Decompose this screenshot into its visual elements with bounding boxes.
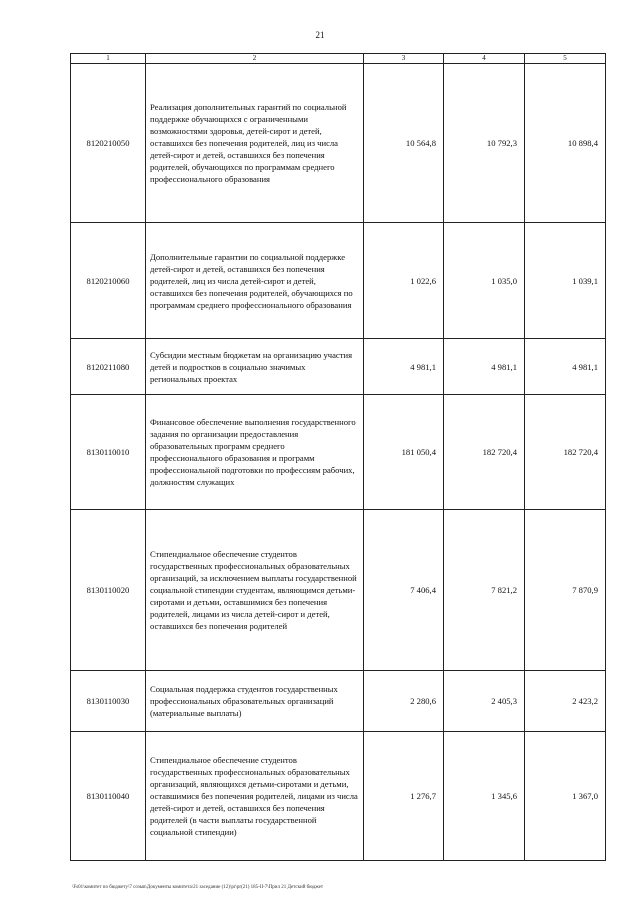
table-row bbox=[71, 671, 606, 732]
row-value-col5: 182 720,4 bbox=[525, 395, 606, 510]
table-row bbox=[71, 223, 606, 339]
row-value-col3: 10 564,8 bbox=[364, 64, 444, 223]
column-header-3: 3 bbox=[364, 54, 444, 64]
row-value-col3: 1 276,7 bbox=[364, 732, 444, 861]
row-code: 8130110040 bbox=[71, 732, 146, 861]
table-row bbox=[71, 339, 606, 395]
row-value-col3: 7 406,4 bbox=[364, 510, 444, 671]
row-description: Стипендиальное обеспечение студентов государственных профессиональных образовательных организаций, за исключением выплаты государственной социальной стипендии студентам, являющимся детьми-сиротами и детьми, оставшимися без попечения родителей, лицами из числа детей-сирот и детей, оставшихся без попечения родителей bbox=[146, 510, 364, 671]
row-value-col5: 10 898,4 bbox=[525, 64, 606, 223]
row-code: 8130110020 bbox=[71, 510, 146, 671]
row-value-col3: 1 022,6 bbox=[364, 223, 444, 339]
table-body bbox=[71, 64, 606, 861]
page-number: 21 bbox=[315, 30, 325, 40]
row-value-col4: 10 792,3 bbox=[444, 64, 525, 223]
row-value-col4: 182 720,4 bbox=[444, 395, 525, 510]
row-code: 8130110030 bbox=[71, 671, 146, 732]
file-path-footer: \Fs01\комитет по бюджету\7 созыв\Документы комитета\21 заседание (12)\pr\pr(21) 185-II-7\Прил 21 Детский бюджет bbox=[72, 885, 324, 890]
row-code: 8130110010 bbox=[71, 395, 146, 510]
row-value-col4: 4 981,1 bbox=[444, 339, 525, 395]
column-header-1: 1 bbox=[71, 54, 146, 64]
row-value-col5: 4 981,1 bbox=[525, 339, 606, 395]
header-row bbox=[71, 54, 606, 64]
row-code: 8120210060 bbox=[71, 223, 146, 339]
table-row bbox=[71, 395, 606, 510]
table-row bbox=[71, 732, 606, 861]
row-value-col5: 2 423,2 bbox=[525, 671, 606, 732]
row-code: 8120211080 bbox=[71, 339, 146, 395]
row-description: Дополнительные гарантии по социальной поддержке детей-сирот и детей, оставшихся без попечения родителей, лиц из числа детей-сирот и детей, оставшихся без попечения родителей, обучающихся по программам среднего профессионального образования bbox=[146, 223, 364, 339]
row-description: Стипендиальное обеспечение студентов государственных профессиональных образовательных организаций, являющихся детьми-сиротами и детьми, оставшимися без попечения родителей, лицами из числа детей-сирот и детей, оставшихся без попечения родителей (в части выплаты государственной социальной стипендии) bbox=[146, 732, 364, 861]
row-value-col5: 7 870,9 bbox=[525, 510, 606, 671]
row-value-col4: 2 405,3 bbox=[444, 671, 525, 732]
row-value-col4: 1 035,0 bbox=[444, 223, 525, 339]
row-value-col3: 2 280,6 bbox=[364, 671, 444, 732]
table-header bbox=[71, 54, 606, 64]
row-value-col4: 1 345,6 bbox=[444, 732, 525, 861]
row-description: Социальная поддержка студентов государственных профессиональных образовательных организаций (материальные выплаты) bbox=[146, 671, 364, 732]
row-value-col3: 4 981,1 bbox=[364, 339, 444, 395]
column-header-2: 2 bbox=[146, 54, 364, 64]
row-value-col5: 1 367,0 bbox=[525, 732, 606, 861]
row-description: Реализация дополнительных гарантий по социальной поддержке обучающихся с ограниченными возможностями здоровья, детей-сирот и детей, оставшихся без попечения родителей, лиц из числа детей-сирот и детей, оставшихся без попечения родителей, обучающихся по программам среднего профессионального образования bbox=[146, 64, 364, 223]
row-value-col3: 181 050,4 bbox=[364, 395, 444, 510]
budget-table bbox=[70, 53, 606, 861]
row-value-col5: 1 039,1 bbox=[525, 223, 606, 339]
row-description: Субсидии местным бюджетам на организацию участия детей и подростков в социально значимых региональных проектах bbox=[146, 339, 364, 395]
column-header-4: 4 bbox=[444, 54, 525, 64]
row-code: 8120210050 bbox=[71, 64, 146, 223]
table-row bbox=[71, 510, 606, 671]
column-header-5: 5 bbox=[525, 54, 606, 64]
table-row bbox=[71, 64, 606, 223]
row-value-col4: 7 821,2 bbox=[444, 510, 525, 671]
row-description: Финансовое обеспечение выполнения государственного задания по организации предоставления образовательных программ среднего профессионального образования и программ профессиональной подготовки по профессиям рабочих, должностям служащих bbox=[146, 395, 364, 510]
